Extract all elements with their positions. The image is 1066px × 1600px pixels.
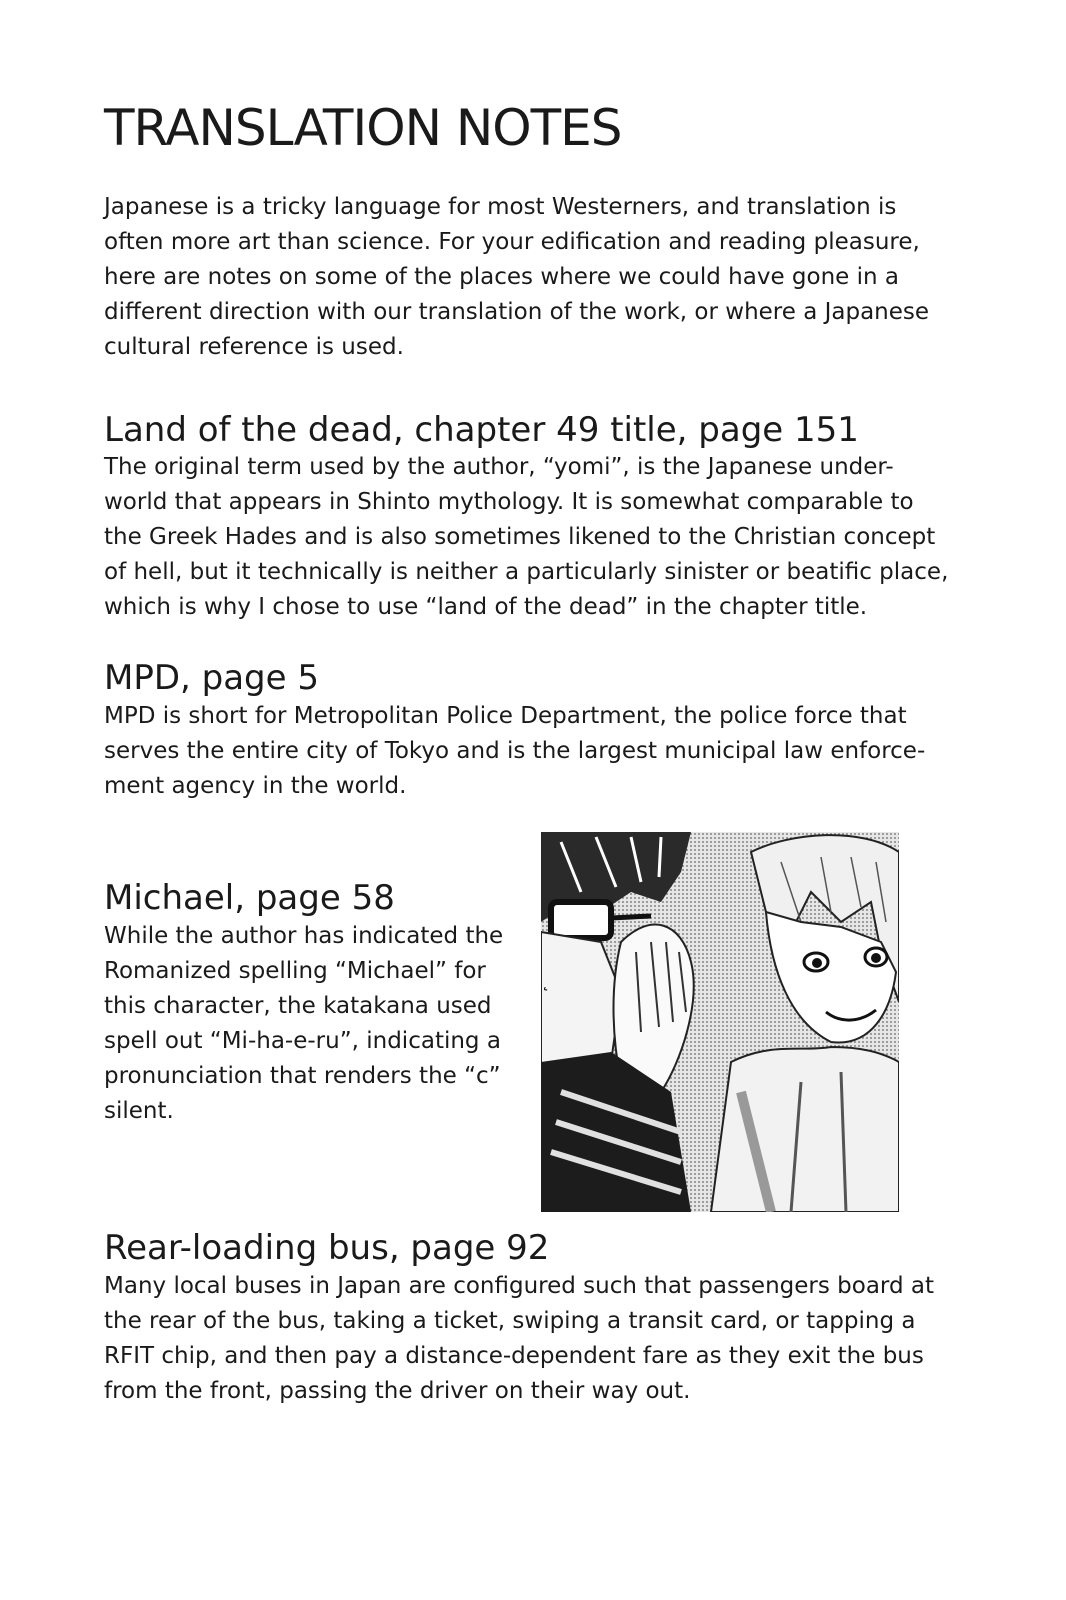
intro-paragraph: Japanese is a tricky language for most Westerners, and translation is often more art than science. For your edification and reading pleasure, here are notes on some of the places where we could have gone in a different direction with our translation of the work, or where a Japanese cultural reference is used. [104,194,930,360]
note-body-michael: While the author has indicated the Romanized spelling “Michael” for this character, the katakana used spell out “Mi-ha-e-ru”, indicating a pronunciation that renders the “c” silent. [104,923,504,1124]
manga-illustration [541,832,899,1212]
svg-text:˛: ˛ [541,971,550,992]
note-body-land-of-the-dead: The original term used by the author, “yomi”, is the Japanese under-world that appears in Shinto mythology. It is somewhat comparable to the Greek Hades and is also sometimes likened to the Christian concept of hell, but it technically is neither a particularly sinister or beatific place, which is why I chose to use “land of the dead” in the chapter title. [104,454,949,620]
note-heading-mpd: MPD, page 5 [104,658,319,698]
note-heading-michael: Michael, page 58 [104,878,395,918]
note-body-rear-loading-bus: Many local buses in Japan are configured such that passengers board at the rear of the bus, taking a ticket, swiping a transit card, or tapping a RFIT chip, and then pay a distance-dependent fare as they exit the bus from the front, passing the driver on their way out. [104,1273,934,1404]
note-body-mpd: MPD is short for Metropolitan Police Department, the police force that serves the entire city of Tokyo and is the largest municipal law enforce-ment agency in the world. [104,703,926,799]
note-heading-rear-loading-bus: Rear-loading bus, page 92 [104,1228,550,1268]
manga-illustration-drawing [541,832,899,1212]
note-heading-land-of-the-dead: Land of the dead, chapter 49 title, page 151 [104,410,859,450]
page-title: TRANSLATION NOTES [104,99,622,157]
